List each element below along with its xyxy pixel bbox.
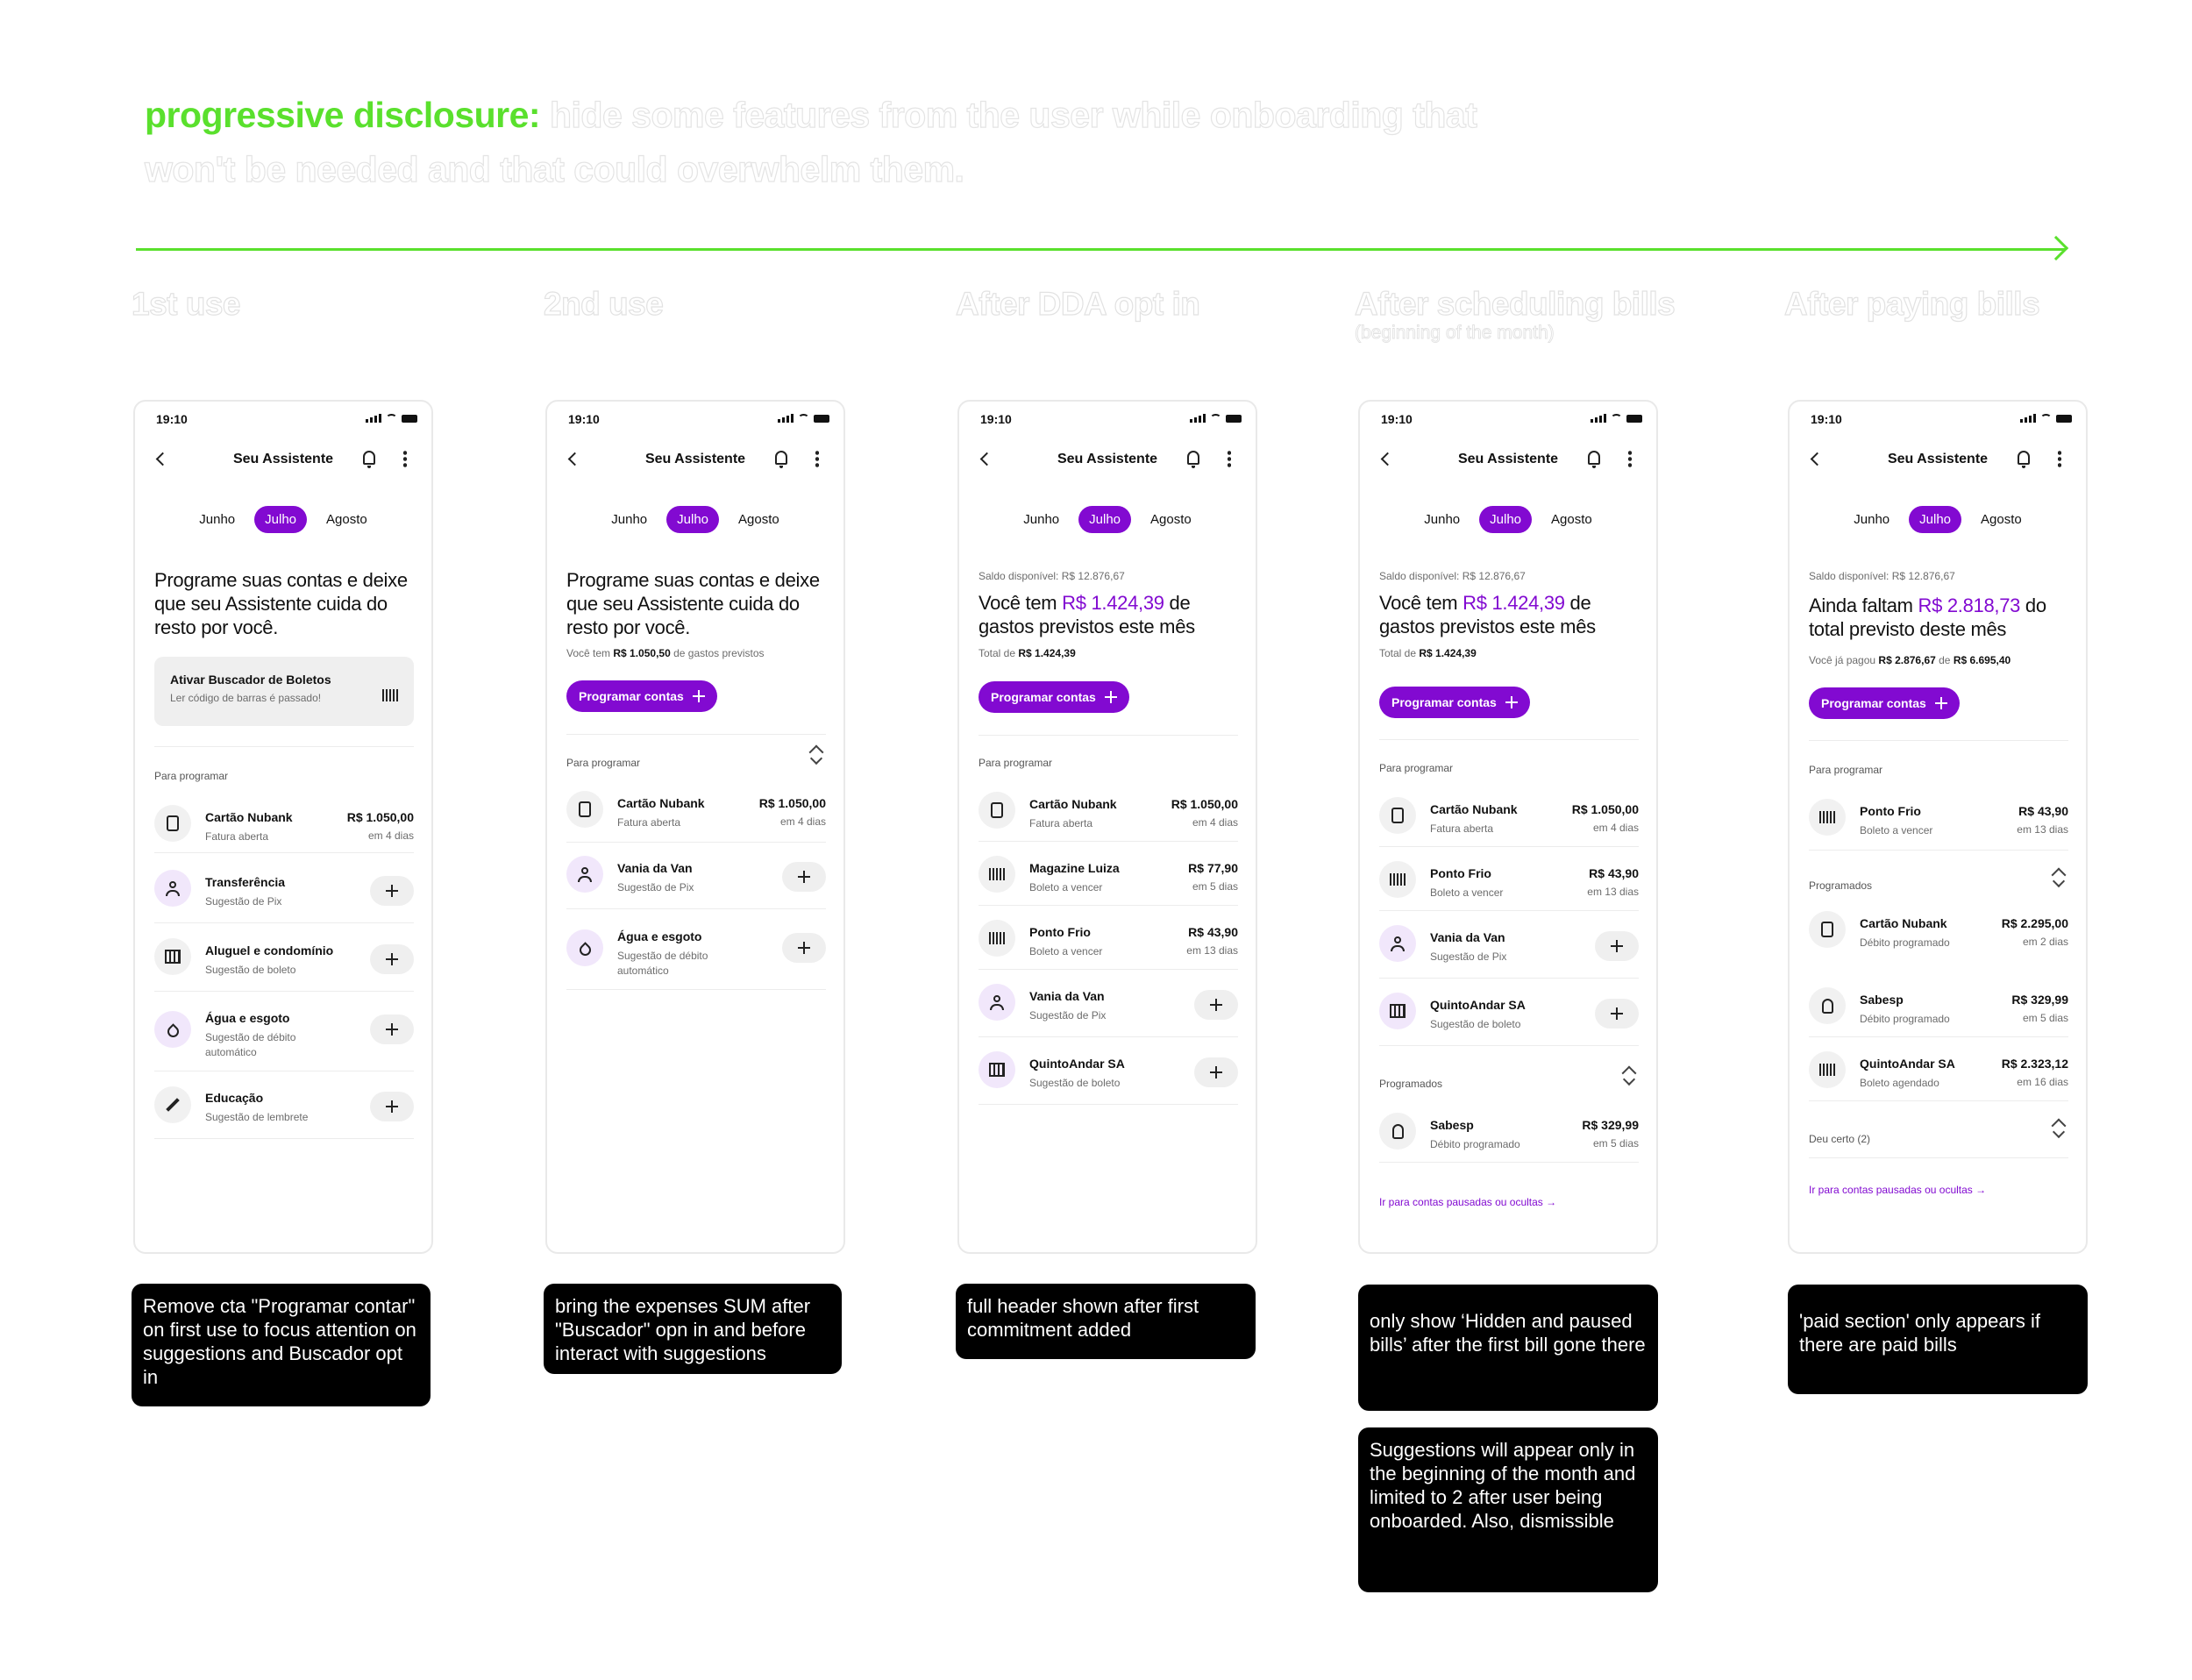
water-drop-icon (577, 942, 593, 957)
item-name: Educação (205, 1091, 264, 1105)
bulb-icon (1822, 999, 1833, 1014)
remaining-suffix: do total previsto deste mês (1809, 594, 2046, 640)
item-due: em 4 dias (1592, 822, 1639, 834)
note-2nd-use: bring the expenses SUM after "Buscador" opn in and before interact with suggestions (544, 1284, 842, 1374)
scanner-title: Ativar Buscador de Boletos (170, 673, 331, 687)
item-amount: R$ 77,90 (1188, 861, 1238, 875)
status-time: 19:10 (1381, 412, 1413, 426)
sum-value: R$ 1.424,39 (1062, 592, 1164, 614)
remaining-prefix: Ainda faltam (1809, 594, 1918, 616)
status-time: 19:10 (1811, 412, 1842, 426)
item-amount: R$ 1.050,00 (1571, 802, 1639, 816)
card-icon-wrap (154, 805, 191, 842)
bell-icon[interactable] (2018, 451, 2030, 465)
item-sub: Sugestão de débito automático (617, 950, 708, 977)
stage-title-3: After DDA opt in (956, 286, 1200, 322)
boleto-scanner-card[interactable] (154, 657, 414, 726)
programar-contas-button[interactable] (1379, 687, 1530, 718)
phone-1st-use (133, 400, 433, 1254)
item-name: Aluguel e condomínio (205, 943, 334, 957)
add-button[interactable] (1194, 1057, 1238, 1087)
item-sub: Fatura aberta (1430, 822, 1494, 835)
item-sub: Débito programado (1860, 1013, 1950, 1025)
phone-after-dda (957, 400, 1257, 1254)
item-amount: R$ 329,99 (1582, 1118, 1639, 1132)
card-icon (991, 802, 1003, 818)
scanner-subtitle: Ler código de barras é passado! (170, 692, 322, 704)
add-button[interactable] (370, 1014, 414, 1044)
tab-month-julho[interactable]: Julho (1479, 506, 1532, 533)
tab-month-agosto[interactable]: Agosto (738, 512, 779, 527)
cta-label: Programar contas (1391, 695, 1497, 709)
divider (1809, 1157, 2068, 1158)
item-name: Vania da Van (1029, 989, 1105, 1003)
divider (1379, 978, 1639, 979)
item-sub: Sugestão de boleto (1029, 1077, 1121, 1089)
barcode-icon (382, 689, 398, 701)
item-name: Água e esgoto (617, 929, 702, 943)
divider (979, 1036, 1238, 1037)
item-due: em 16 dias (2017, 1076, 2068, 1088)
card-icon-wrap (566, 791, 603, 828)
item-amount: R$ 1.050,00 (758, 796, 826, 810)
total-line (1379, 647, 1477, 659)
barcode-icon (989, 932, 1005, 944)
sum-value: R$ 1.424,39 (1463, 592, 1565, 614)
note-suggestions: Suggestions will appear only in the beginning of the month and limited to 2 after user being onboarded. Also, dismissible (1358, 1427, 1658, 1592)
month-selector (1790, 506, 2086, 533)
top-nav (1360, 444, 1656, 475)
item-name: Ponto Frio (1860, 804, 1921, 818)
paid-value: R$ 2.876,67 (1878, 654, 1936, 666)
wifi-icon (798, 414, 809, 423)
building-icon (1390, 1004, 1406, 1018)
tab-month-agosto[interactable]: Agosto (1551, 512, 1592, 527)
card-icon-wrap (1379, 797, 1416, 834)
barcode-icon (1390, 873, 1406, 886)
note-1st-use: Remove cta "Programar contar" on first use to focus attention on suggestions and Buscador opt in (132, 1284, 431, 1406)
item-name: Sabesp (1860, 993, 1904, 1007)
stage-subtitle-4: (beginning of the month) (1355, 323, 1555, 343)
divider (1809, 1100, 2068, 1101)
card-icon-wrap (979, 792, 1015, 829)
tab-month-agosto[interactable]: Agosto (1981, 512, 2022, 527)
month-selector (547, 506, 843, 533)
more-icon[interactable] (815, 450, 819, 467)
tab-month-julho[interactable]: Julho (666, 506, 719, 533)
bell-icon[interactable] (1588, 451, 1600, 465)
item-name: Magazine Luiza (1029, 861, 1120, 875)
stage-title-2: 2nd use (544, 286, 664, 322)
divider (1379, 1162, 1639, 1163)
tab-month-julho[interactable]: Julho (1078, 506, 1131, 533)
item-sub: Sugestão de boleto (205, 964, 296, 976)
nav-title: Seu Assistente (1457, 452, 1559, 466)
divider (566, 842, 826, 843)
top-nav (135, 444, 431, 475)
item-sub: Fatura aberta (617, 816, 681, 829)
add-button[interactable] (370, 1092, 414, 1121)
programar-contas-button[interactable] (979, 681, 1129, 713)
person-icon (990, 995, 1004, 1010)
drop-icon-wrap (566, 929, 603, 966)
section-programados: Programados (1379, 1078, 1443, 1090)
top-nav (547, 444, 843, 475)
cta-label: Programar contas (579, 689, 684, 703)
item-due: em 5 dias (2022, 1012, 2068, 1024)
divider (1379, 910, 1639, 911)
collapse-chevron-icon[interactable] (1623, 1073, 1635, 1086)
divider (566, 734, 826, 735)
section-para-programar: Para programar (979, 757, 1053, 769)
sum-value: R$ 1.050,50 (613, 647, 671, 659)
battery-icon (2056, 415, 2072, 423)
section-para-programar: Para programar (1379, 762, 1454, 774)
section-programados: Programados (1809, 879, 1873, 892)
tab-month-junho[interactable]: Junho (611, 512, 648, 527)
stage-title-5: After paying bills (1784, 286, 2040, 322)
total-line (979, 647, 1076, 659)
divider (979, 735, 1238, 736)
section-para-programar: Para programar (154, 770, 229, 782)
expand-chevron-icon[interactable] (2053, 1126, 2065, 1138)
barcode-icon-wrap (1379, 861, 1416, 898)
item-sub: Débito programado (1860, 936, 1950, 949)
status-icons (366, 414, 417, 423)
card-icon (579, 801, 591, 817)
battery-icon (814, 415, 829, 423)
item-name: Cartão Nubank (1860, 916, 1947, 930)
divider (1809, 740, 2068, 741)
more-icon[interactable] (2058, 450, 2061, 467)
person-icon (166, 881, 180, 896)
header-sum (979, 591, 1242, 638)
item-sub: Sugestão de boleto (1430, 1018, 1521, 1030)
item-amount: R$ 1.050,00 (346, 810, 414, 824)
item-name: QuintoAndar SA (1029, 1057, 1125, 1071)
item-name: Cartão Nubank (205, 810, 293, 824)
divider (566, 989, 826, 990)
divider (979, 841, 1238, 842)
divider (1379, 846, 1639, 847)
item-sub: Sugestão de Pix (205, 895, 282, 908)
item-name: Cartão Nubank (1029, 797, 1117, 811)
tab-month-julho[interactable]: Julho (254, 506, 307, 533)
month-selector (959, 506, 1256, 533)
status-icons (2020, 414, 2072, 423)
divider (566, 908, 826, 909)
bell-icon[interactable] (363, 451, 375, 465)
person-icon-wrap (154, 870, 191, 907)
battery-icon (1226, 415, 1242, 423)
bulb-icon-wrap (1379, 1113, 1416, 1150)
signal-icon (366, 414, 381, 423)
building-icon (165, 950, 181, 964)
paid-prefix: Você já pagou (1809, 654, 1879, 666)
barcode-icon (989, 868, 1005, 880)
barcode-icon-wrap (979, 920, 1015, 957)
tab-month-junho[interactable]: Junho (1424, 512, 1461, 527)
month-selector (135, 506, 431, 533)
hidden-paused-link[interactable]: Ir para contas pausadas ou ocultas → (1809, 1184, 1987, 1196)
item-sub: Boleto a vencer (1029, 881, 1103, 893)
month-selector (1360, 506, 1656, 533)
collapse-chevron-icon[interactable] (810, 752, 822, 765)
item-amount: R$ 1.050,00 (1171, 797, 1238, 811)
wifi-icon (1210, 414, 1221, 423)
nav-title: Seu Assistente (232, 452, 334, 466)
divider (154, 746, 414, 747)
item-due: em 4 dias (1192, 816, 1238, 829)
add-button[interactable] (782, 933, 826, 963)
tab-month-junho[interactable]: Junho (1854, 512, 1890, 527)
timeline-line (136, 248, 2065, 251)
item-name: Água e esgoto (205, 1011, 290, 1025)
person-icon-wrap (1379, 925, 1416, 962)
phone-after-scheduling (1358, 400, 1658, 1254)
note-after-dda: full header shown after first commitment added (956, 1284, 1256, 1359)
item-name: Ponto Frio (1430, 866, 1491, 880)
top-nav (959, 444, 1256, 475)
sum-suffix: de gastos previstos este mês (1379, 592, 1596, 637)
remaining-value: R$ 2.818,73 (1918, 594, 2021, 616)
battery-icon (402, 415, 417, 423)
item-name: Cartão Nubank (1430, 802, 1518, 816)
item-name: QuintoAndar SA (1860, 1057, 1955, 1071)
section-para-programar: Para programar (1809, 764, 1883, 776)
tab-month-julho[interactable]: Julho (1909, 506, 1961, 533)
add-button[interactable] (370, 876, 414, 906)
divider (154, 1138, 414, 1139)
programar-contas-button[interactable] (1809, 687, 1960, 719)
divider (154, 922, 414, 923)
phone-after-paying (1788, 400, 2088, 1254)
item-sub: Boleto a vencer (1430, 886, 1504, 899)
item-sub: Fatura aberta (1029, 817, 1093, 829)
building-icon (989, 1063, 1005, 1077)
item-name: Ponto Frio (1029, 925, 1091, 939)
tab-month-agosto[interactable]: Agosto (1150, 512, 1192, 527)
timeline-arrow-icon (2044, 236, 2068, 260)
card-icon (167, 815, 179, 831)
heading-description: hide some features from the user while onboarding that won't be needed and that could overwhelm them. (145, 95, 1477, 189)
sum-prefix: Você tem (979, 592, 1063, 614)
item-amount: R$ 2.295,00 (2001, 916, 2068, 930)
barcode-icon (1819, 1064, 1835, 1076)
paid-mid: de (1935, 654, 1954, 666)
status-icons (1591, 414, 1642, 423)
signal-icon (1591, 414, 1606, 423)
note-hidden-paused: only show ‘Hidden and paused bills’ after the first bill gone there (1358, 1285, 1658, 1411)
barcode-icon-wrap (1809, 799, 1846, 836)
pencil-icon (166, 1098, 180, 1112)
wifi-icon (1611, 414, 1622, 423)
signal-icon (1190, 414, 1206, 423)
item-name: QuintoAndar SA (1430, 998, 1526, 1012)
sum-suffix: de gastos previstos este mês (979, 592, 1195, 637)
signal-icon (778, 414, 794, 423)
page-heading (145, 88, 1548, 196)
bell-icon[interactable] (775, 451, 787, 465)
bulb-icon-wrap (1809, 987, 1846, 1024)
sum-prefix: Você tem (1379, 592, 1463, 614)
divider (979, 905, 1238, 906)
item-sub: Boleto a vencer (1029, 945, 1103, 957)
expenses-sum (566, 647, 765, 659)
item-amount: R$ 329,99 (2011, 993, 2068, 1007)
status-time: 19:10 (568, 412, 600, 426)
item-sub: Sugestão de lembrete (205, 1111, 309, 1123)
bulb-icon (1392, 1124, 1404, 1139)
item-due: em 13 dias (1186, 944, 1238, 957)
top-nav (1790, 444, 2086, 475)
item-due: em 5 dias (1192, 880, 1238, 893)
item-sub: Boleto agendado (1860, 1077, 1939, 1089)
item-due: em 5 dias (1592, 1137, 1639, 1150)
section-deu-certo[interactable]: Deu certo (2) (1809, 1133, 1871, 1145)
barcode-icon-wrap (1809, 1051, 1846, 1088)
nav-title: Seu Assistente (1887, 452, 1989, 466)
divider (1809, 850, 2068, 851)
card-icon (1391, 808, 1404, 823)
item-amount: R$ 43,90 (1589, 866, 1639, 880)
phone-2nd-use (545, 400, 845, 1254)
person-icon (578, 867, 592, 882)
card-icon (1821, 922, 1833, 937)
item-sub: Sugestão de Pix (1029, 1009, 1107, 1022)
status-icons (778, 414, 829, 423)
add-button[interactable] (782, 862, 826, 892)
saldo-disponivel: Saldo disponível: R$ 12.876,67 (1809, 570, 1955, 582)
item-due: em 2 dias (2022, 936, 2068, 948)
battery-icon (1626, 415, 1642, 423)
nav-title: Seu Assistente (1057, 452, 1158, 466)
wifi-icon (386, 414, 397, 423)
header-remaining (1809, 594, 2072, 641)
item-name: Vania da Van (1430, 930, 1505, 944)
nav-title: Seu Assistente (644, 452, 746, 466)
more-icon[interactable] (1228, 450, 1231, 467)
item-name: Vania da Van (617, 861, 693, 875)
barcode-icon-wrap (979, 856, 1015, 893)
sum-prefix: Você tem (566, 647, 614, 659)
person-icon (1391, 936, 1405, 951)
barcode-icon (1819, 811, 1835, 823)
item-name: Cartão Nubank (617, 796, 705, 810)
add-button[interactable] (370, 944, 414, 974)
water-drop-icon (165, 1023, 181, 1039)
collapse-chevron-icon[interactable] (2053, 875, 2065, 887)
status-icons (1190, 414, 1242, 423)
status-time: 19:10 (156, 412, 188, 426)
item-amount: R$ 43,90 (2018, 804, 2068, 818)
total-prefix: Total de (979, 647, 1019, 659)
total-prefix: Total de (1379, 647, 1420, 659)
card-icon-wrap (1809, 911, 1846, 948)
saldo-disponivel: Saldo disponível: R$ 12.876,67 (1379, 570, 1526, 582)
plus-icon (1505, 696, 1518, 708)
total-value: R$ 1.424,39 (1419, 647, 1477, 659)
intro-text: Programe suas contas e deixe que seu Assistente cuida do resto por você. (566, 569, 820, 638)
cta-label: Programar contas (1821, 696, 1926, 710)
divider (1809, 1036, 2068, 1037)
drop-icon-wrap (154, 1011, 191, 1048)
total-value: R$ 1.424,39 (1018, 647, 1076, 659)
plus-icon (1105, 691, 1117, 703)
plus-icon (693, 690, 705, 702)
sum-suffix: de gastos previstos (670, 647, 765, 659)
item-sub: Sugestão de Pix (1430, 950, 1507, 963)
building-icon-wrap (1379, 993, 1416, 1029)
item-due: em 13 dias (2017, 823, 2068, 836)
section-para-programar: Para programar (566, 757, 641, 769)
tab-month-junho[interactable]: Junho (1023, 512, 1060, 527)
saldo-disponivel: Saldo disponível: R$ 12.876,67 (979, 570, 1125, 582)
divider (979, 1104, 1238, 1105)
cta-label: Programar contas (991, 690, 1096, 704)
programar-contas-button[interactable] (566, 680, 717, 712)
divider (1379, 1045, 1639, 1046)
stage-title-1: 1st use (132, 286, 241, 322)
add-button[interactable] (1595, 999, 1639, 1029)
item-sub: Sugestão de débito automático (205, 1031, 296, 1058)
hidden-paused-link[interactable]: Ir para contas pausadas ou ocultas → (1379, 1196, 1557, 1208)
item-amount: R$ 2.323,12 (2001, 1057, 2068, 1071)
divider (1379, 739, 1639, 740)
paid-line (1809, 654, 2011, 666)
item-amount: R$ 43,90 (1188, 925, 1238, 939)
heading-accent: progressive disclosure: (145, 95, 541, 135)
divider (154, 991, 414, 992)
add-button[interactable] (1595, 931, 1639, 961)
paid-total: R$ 6.695,40 (1953, 654, 2011, 666)
stage-title-4: After scheduling bills (1355, 286, 1676, 322)
pencil-icon-wrap (154, 1086, 191, 1123)
divider (979, 969, 1238, 970)
add-button[interactable] (1194, 990, 1238, 1020)
person-icon-wrap (566, 856, 603, 893)
signal-icon (2020, 414, 2036, 423)
intro-text: Programe suas contas e deixe que seu Assistente cuida do resto por você. (154, 569, 408, 638)
divider (154, 852, 414, 853)
header-sum (1379, 591, 1642, 638)
person-icon-wrap (979, 984, 1015, 1021)
bell-icon[interactable] (1187, 451, 1199, 465)
item-sub: Fatura aberta (205, 830, 269, 843)
item-name: Transferência (205, 875, 286, 889)
item-sub: Sugestão de Pix (617, 881, 694, 893)
item-sub: Débito programado (1430, 1138, 1520, 1150)
item-due: em 13 dias (1587, 886, 1639, 898)
item-sub: Boleto a vencer (1860, 824, 1933, 836)
wifi-icon (2040, 414, 2052, 423)
item-name: Sabesp (1430, 1118, 1474, 1132)
status-time: 19:10 (980, 412, 1012, 426)
item-due: em 4 dias (367, 829, 414, 842)
more-icon[interactable] (403, 450, 407, 467)
more-icon[interactable] (1628, 450, 1632, 467)
building-icon-wrap (154, 938, 191, 975)
note-paid-section: 'paid section' only appears if there are paid bills (1788, 1285, 2088, 1394)
building-icon-wrap (979, 1051, 1015, 1088)
tab-month-agosto[interactable]: Agosto (326, 512, 367, 527)
plus-icon (1935, 697, 1947, 709)
item-due: em 4 dias (779, 815, 826, 828)
tab-month-junho[interactable]: Junho (199, 512, 236, 527)
